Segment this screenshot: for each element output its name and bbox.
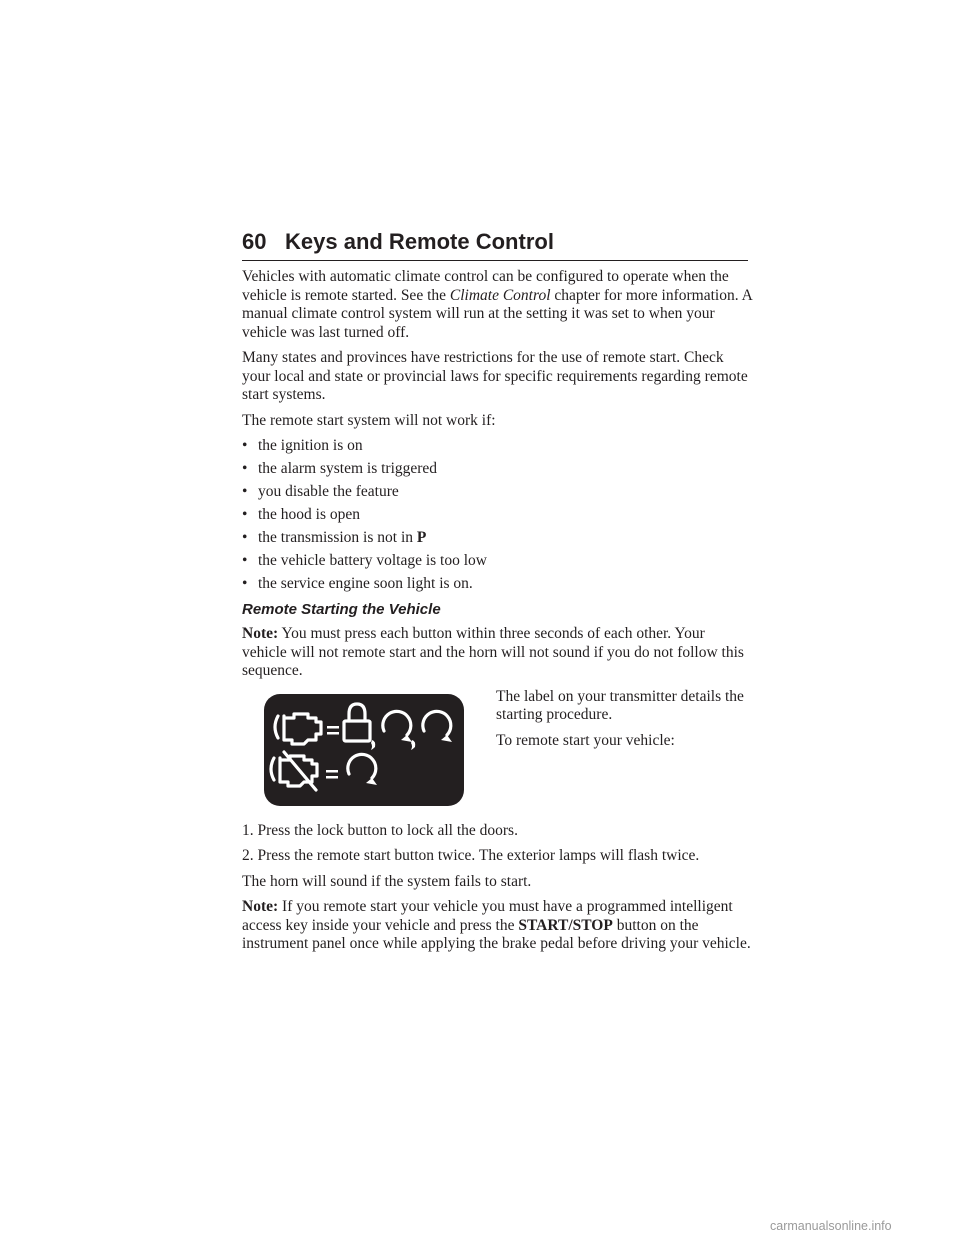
list-item bbox=[242, 506, 752, 525]
climate-control-paragraph bbox=[242, 268, 752, 342]
list-item-bold: P bbox=[416, 529, 427, 546]
bullet-icon: • bbox=[242, 460, 248, 477]
step-2: 2. Press the remote start button twice. The exterior lamps will flash twice. bbox=[242, 847, 700, 864]
note-text: button on the instrument panel once while applying the brake pedal before driving your vehicle. bbox=[242, 916, 751, 952]
procedure-intro: To remote start your vehicle: bbox=[496, 731, 675, 749]
note-text: You must press each button within three seconds of each other. Your vehicle will not remote start and the horn will not sound if you do not follow this sequence. bbox=[242, 625, 744, 679]
paragraph-text: chapter for more information. A manual climate control system will run at the setting it was set to when your vehicle was last turned off. bbox=[242, 286, 752, 341]
bullet-icon: • bbox=[242, 506, 248, 523]
note-label: Note: bbox=[242, 898, 279, 915]
bullet-icon: • bbox=[242, 483, 248, 500]
list-item-text: the ignition is on bbox=[258, 437, 363, 454]
remote-start-arrow-icon bbox=[348, 754, 376, 778]
bullet-icon: • bbox=[242, 552, 248, 569]
list-item bbox=[242, 437, 752, 456]
note-label: Note: bbox=[242, 625, 279, 642]
sequence-note bbox=[242, 625, 752, 681]
list-item-text: the service engine soon light is on. bbox=[258, 575, 473, 592]
label-description: The label on your transmitter details the starting procedure. bbox=[496, 687, 744, 723]
step-1: 1. Press the lock button to lock all the doors. bbox=[242, 821, 518, 839]
list-item bbox=[242, 483, 752, 502]
lock-icon bbox=[344, 704, 370, 741]
chapter-title: Keys and Remote Control bbox=[285, 229, 554, 254]
list-item bbox=[242, 575, 752, 594]
restrictions-paragraph: Many states and provinces have restrictions for the use of remote start. Check your local and state or provincial laws for specific requirements regarding remote start systems. bbox=[242, 349, 748, 403]
bullet-icon: • bbox=[242, 575, 248, 592]
figure-caption bbox=[496, 688, 752, 758]
bullet-icon: • bbox=[242, 529, 248, 546]
start-stop-button-label: START/STOP bbox=[518, 916, 613, 934]
paragraph-text: Vehicles with automatic climate control can be configured to operate when the vehicle is remote started. See the bbox=[242, 268, 729, 304]
list-item-text: the transmission is not in bbox=[258, 529, 417, 546]
page-number: 60 bbox=[242, 229, 267, 254]
remote-start-arrow-icon bbox=[383, 711, 411, 735]
conditions-intro: The remote start system will not work if: bbox=[242, 411, 496, 429]
list-item bbox=[242, 460, 752, 479]
climate-control-reference: Climate Control bbox=[449, 286, 551, 304]
remote-start-label-graphic bbox=[264, 694, 464, 806]
transmitter-label-image bbox=[264, 694, 464, 806]
transmitter-label-figure bbox=[242, 688, 752, 816]
horn-paragraph: The horn will sound if the system fails to start. bbox=[242, 872, 532, 890]
remote-start-arrow-icon bbox=[423, 711, 451, 735]
note-text: If you remote start your vehicle you must have a programmed intelligent access key inside your vehicle and press the bbox=[242, 898, 733, 934]
site-watermark: carmanualsonline.info bbox=[770, 1219, 892, 1233]
engine-icon bbox=[275, 714, 321, 744]
page-header bbox=[242, 228, 748, 261]
page-body bbox=[242, 268, 752, 961]
conditions-list bbox=[242, 437, 752, 594]
engine-off-icon bbox=[271, 752, 317, 790]
bullet-icon: • bbox=[242, 437, 248, 454]
list-item-text: you disable the feature bbox=[258, 483, 399, 500]
list-item bbox=[242, 529, 752, 548]
list-item-text: the vehicle battery voltage is too low bbox=[258, 552, 487, 569]
list-item bbox=[242, 552, 752, 571]
section-heading: Remote Starting the Vehicle bbox=[242, 600, 441, 618]
intelligent-access-note bbox=[242, 898, 752, 954]
list-item-text: the hood is open bbox=[258, 506, 361, 523]
list-item-text: the alarm system is triggered bbox=[258, 460, 438, 477]
